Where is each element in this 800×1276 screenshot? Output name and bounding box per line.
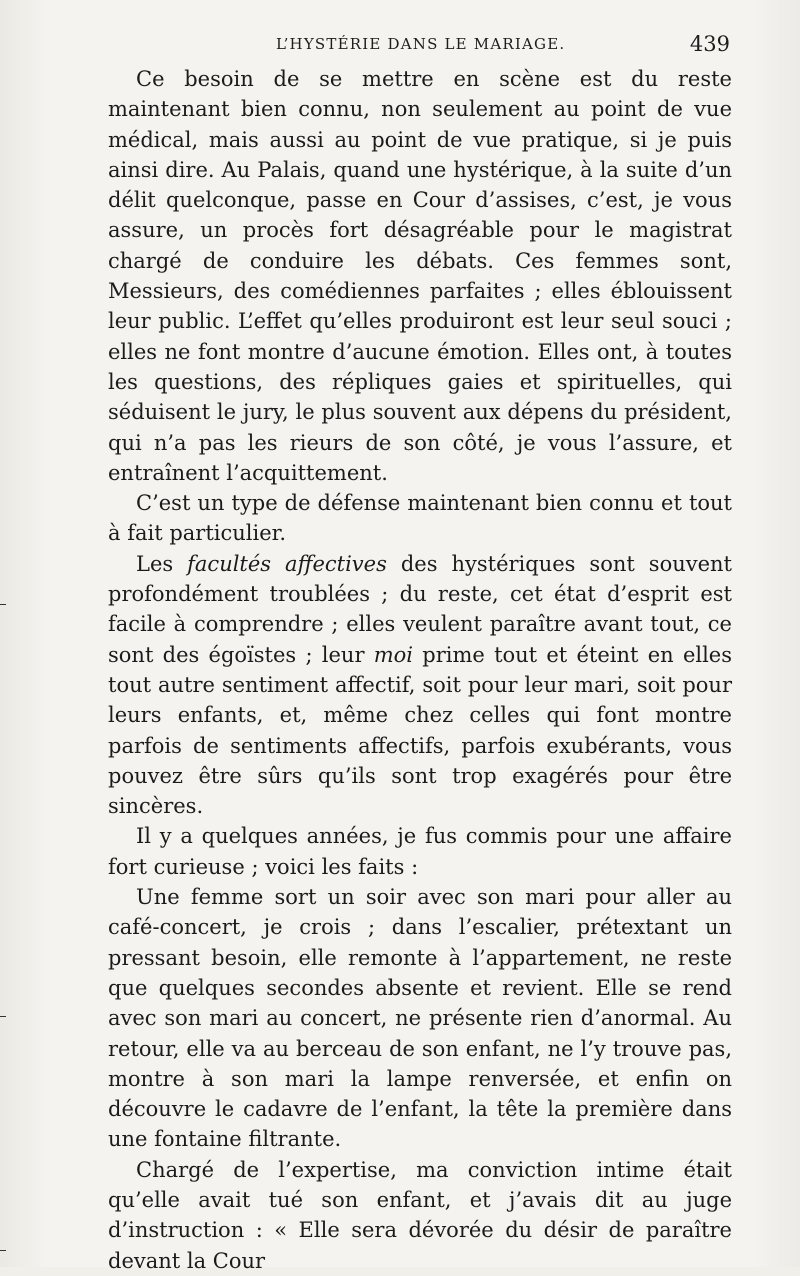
running-title: L’HYSTÉRIE DANS LE MARIAGE. <box>276 35 566 53</box>
paragraph-3 <box>108 549 732 822</box>
margin-mark <box>0 1250 6 1251</box>
margin-mark <box>0 1016 6 1017</box>
paragraph-4: Il y a quelques années, je fus commis pour une affaire fort curieuse ; voici les faits : <box>108 824 732 879</box>
paragraph-6: Chargé de l’expertise, ma conviction intime était qu’elle avait tué son enfant, et j’avais dit au juge d’instruction : « Elle sera dévorée du désir de paraître devant la Cour <box>108 1157 732 1273</box>
paragraph-5: Une femme sort un soir avec son mari pour aller au café-concert, je crois ; dans l’escalier, prétextant un pressant besoin, elle remonte à l’appartement, ne reste que quelques secondes absente et revient. Elle se rend avec son mari au concert, ne présente rien d’anormal. Au retour, elle va au berceau de son enfant, ne l’y trouve pas, montre à son mari la lampe renversée, et enfin on découvre le cadavre de l’enfant, la tête la première dans une fontaine filtrante. <box>108 885 732 1152</box>
paragraph-1: Ce besoin de se mettre en scène est du reste maintenant bien connu, non seulement au point de vue médical, mais aussi au point de vue pratique, si je puis ainsi dire. Au Palais, quand une hystérique, à la suite d’un délit quelconque, passe en Cour d’assises, c’est, je vous assure, un procès fort désagréable pour le magistrat chargé de conduire les débats. Ces femmes sont, Messieurs, des comédiennes parfaites ; elles éblouissent leur public. L’effet qu’elles produiront est leur seul souci ; elles ne font montre d’aucune émotion. Elles ont, à toutes les questions, des répliques gaies et spirituelles, qui séduisent le jury, le plus souvent aux dépens du président, qui n’a pas les rieurs de son côté, je vous l’assure, et entraînent l’acquittement. <box>108 67 732 485</box>
paragraph-2: C’est un type de défense maintenant bien connu et tout à fait particulier. <box>108 491 732 546</box>
paragraph-3-part-2: des hystériques sont souvent profondément troublées ; du reste, cet état d’esprit est facile à comprendre ; elles veulent paraître avant tout, ce sont des égoïstes ; leur <box>108 551 732 667</box>
margin-mark <box>0 604 6 605</box>
emphasis-moi: moi <box>373 642 414 667</box>
emphasis-facultes-affectives: facultés affectives <box>187 551 387 576</box>
paragraph-3-part-3: prime tout et éteint en elles tout autre sentiment affectif, soit pour leur mari, soit pour leurs enfants, et, même chez celles qui font montre parfois de sentiments affectifs, parfois exubérants, vous pouvez être sûrs qu’ils sont trop exagérés pour être sincères. <box>108 642 733 819</box>
running-head <box>108 32 732 62</box>
paragraph-3-part-1: Les <box>136 551 188 576</box>
page-number: 439 <box>689 32 730 56</box>
body-text <box>108 64 732 1276</box>
